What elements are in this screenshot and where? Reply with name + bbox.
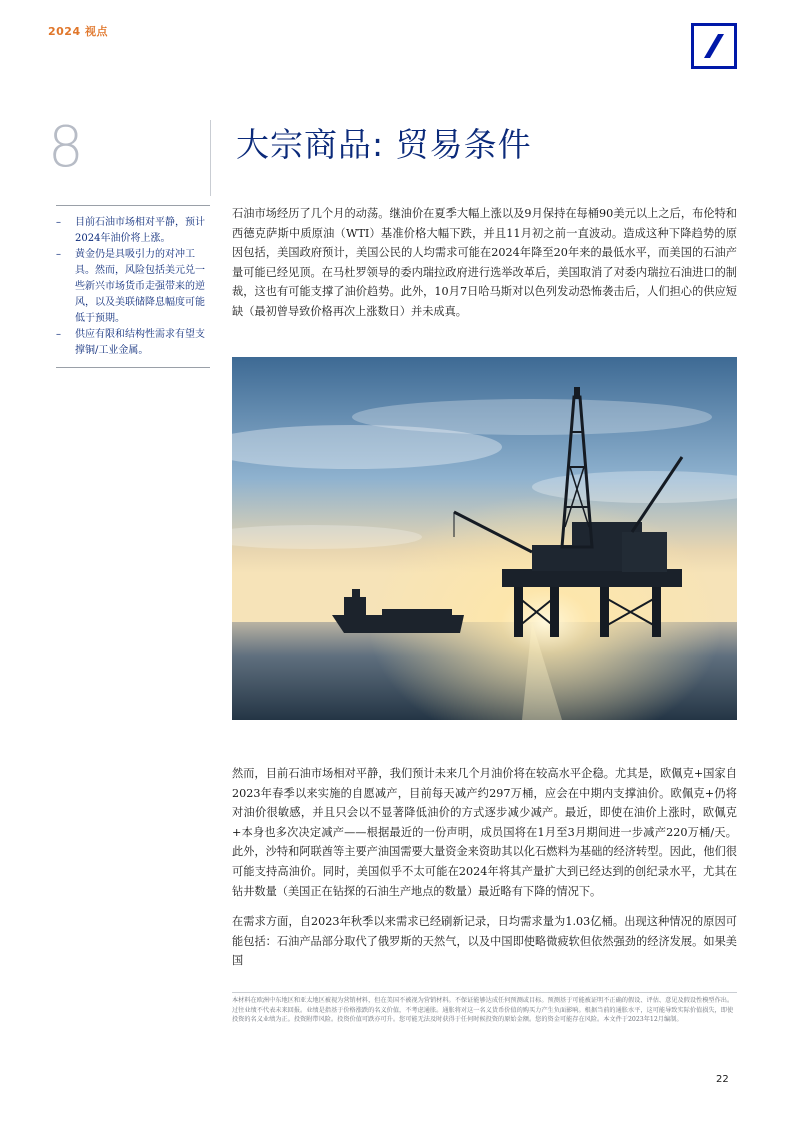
offshore-oil-rig-photo [232, 357, 737, 720]
page-number: 22 [716, 1074, 729, 1085]
dash-bullet-icon: – [56, 217, 61, 228]
deutsche-bank-logo [691, 23, 737, 69]
report-header-tag: 2024 视点 [48, 25, 108, 38]
dash-bullet-icon: – [56, 249, 61, 260]
chapter-number: 8 [48, 115, 84, 180]
key-point-text: 供应有限和结构性需求有望支撑铜/工业金属。 [75, 329, 205, 356]
key-point-text: 黄金仍是具吸引力的对冲工具。然而，风险包括美元兑一些新兴市场货币走强带来的逆风，以及美联储降息幅度可能低于预期。 [75, 249, 205, 324]
key-points-sidebar [56, 205, 210, 368]
key-point-item [56, 215, 210, 247]
key-point-item [56, 327, 210, 359]
chapter-title: 大宗商品: 贸易条件 [236, 125, 532, 164]
key-point-item [56, 247, 210, 327]
key-point-text: 目前石油市场相对平静，预计2024年油价将上涨。 [75, 217, 205, 244]
key-points-list [56, 215, 210, 359]
body-paragraph: 然而，目前石油市场相对平静，我们预计未来几个月油价将在较高水平企稳。尤其是，欧佩克+国家自2023年春季以来实施的自愿减产，目前每天减产约297万桶，应会在中期内支撑油价。欧佩克+仍将对油价很敏感，并且只会以不显著降低油价的方式逐步减少减产。最近，即使在油价上涨时，欧佩克+本身也多次决定减产——根据最近的一份声明，成员国将在1月至3月期间进一步减产220万桶/天。此外，沙特和阿联酋等主要产油国需要大量资金来资助其以化石燃料为基础的经济转型。因此，他们很可能支持高油价。同时，美国似乎不太可能在2024年将其产量扩大到已经达到的创纪录水平，尤其在钻井数量（美国正在钻探的石油生产地点的数量）最近略有下降的情况下。 [232, 767, 737, 898]
footnote-divider [232, 992, 737, 993]
dash-bullet-icon: – [56, 329, 61, 340]
chapter-divider [210, 120, 211, 196]
body-paragraph: 在需求方面，自2023年秋季以来需求已经刷新记录，日均需求量为1.03亿桶。出现这种情况的原因可能包括：石油产品部分取代了俄罗斯的天然气，以及中国即使略微疲软但依然强劲的经济发展。如果美国 [232, 915, 737, 968]
body-paragraph: 石油市场经历了几个月的动荡。继油价在夏季大幅上涨以及9月保持在每桶90美元以上之后，布伦特和西德克萨斯中质原油（WTI）基准价格大幅下跌，并且11月初之前一直波动。造成这种下降趋势的原因包括，美国政府预计，美国公民的人均需求可能在2024年降至20年来的最低水平，而美国的石油产量可能已经见顶。在马杜罗领导的委内瑞拉政府进行选举改革后，美国取消了对委内瑞拉石油进口的制裁，这也有可能支撑了油价趋势。此外，10月7日哈马斯对以色列发动恐怖袭击后，人们担心的供应短缺（最初曾导致价格再次上涨数日）并未成真。 [232, 207, 737, 318]
disclaimer-footnote: 本材料在欧洲中东地区和亚太地区被视为营销材料，但在美国不被视为营销材料。不保证能够达成任何预测或目标。预测基于可能被证明不正确的假设、评估、意见及假设性模型作出。过往业绩不代表未来回报。业绩是指基于价格涨跌的名义价值，不考虑通胀。通胀将对这一名义货币价值的购买力产生负面影响。根据当前的通胀水平，这可能导致实际价值损失，即使投资的名义业绩为正。投资附带风险。投资价值可跌亦可升。您可能无法及时获得于任何时候投资的原始金额。您的资金可能存在风险。本文件于2023年12月编制。 [232, 997, 734, 1024]
